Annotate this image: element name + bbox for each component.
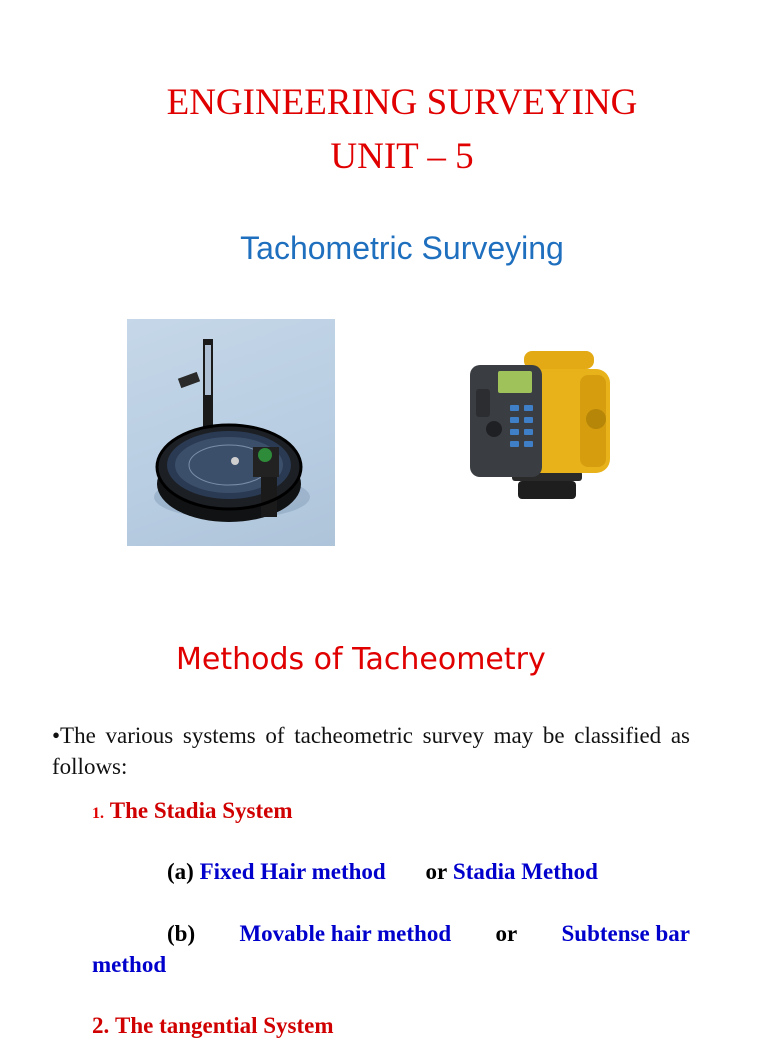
sub-item-b-line1 — [167, 918, 690, 949]
fixed-hair-method: Fixed Hair method — [199, 859, 386, 884]
list-number-2: 2. — [92, 1013, 110, 1038]
stadia-method: Stadia Method — [452, 859, 598, 884]
or-label-b: or — [495, 921, 518, 946]
list-item-2 — [92, 1010, 334, 1041]
tangential-system-label: The tangential System — [115, 1013, 334, 1038]
compass-photo — [127, 319, 335, 546]
movable-hair-method: Movable hair method — [239, 921, 452, 946]
list-item-1 — [92, 795, 293, 829]
sub-item-b-prefix: (b) — [167, 921, 196, 946]
subtense-bar-method: Subtense bar — [561, 921, 690, 946]
list-number-1: 1. — [92, 805, 104, 822]
intro-paragraph: •The various systems of tacheometric survey may be classified as follows: — [52, 723, 690, 779]
digital-level-illustration — [462, 345, 622, 510]
section-heading: Methods of Tacheometry — [176, 642, 546, 677]
compass-illustration — [127, 319, 335, 546]
or-label-a: or — [425, 859, 448, 884]
subtense-bar-method-continued: method — [92, 952, 167, 977]
title-line-1: ENGINEERING SURVEYING — [166, 82, 638, 123]
title-line-2: UNIT – 5 — [330, 136, 474, 177]
level-photo — [462, 345, 622, 510]
sub-item-a — [167, 856, 598, 887]
sub-item-a-prefix: (a) — [167, 859, 194, 884]
subtitle: Tachometric Surveying — [240, 230, 564, 266]
stadia-system-label: The Stadia System — [109, 798, 293, 823]
